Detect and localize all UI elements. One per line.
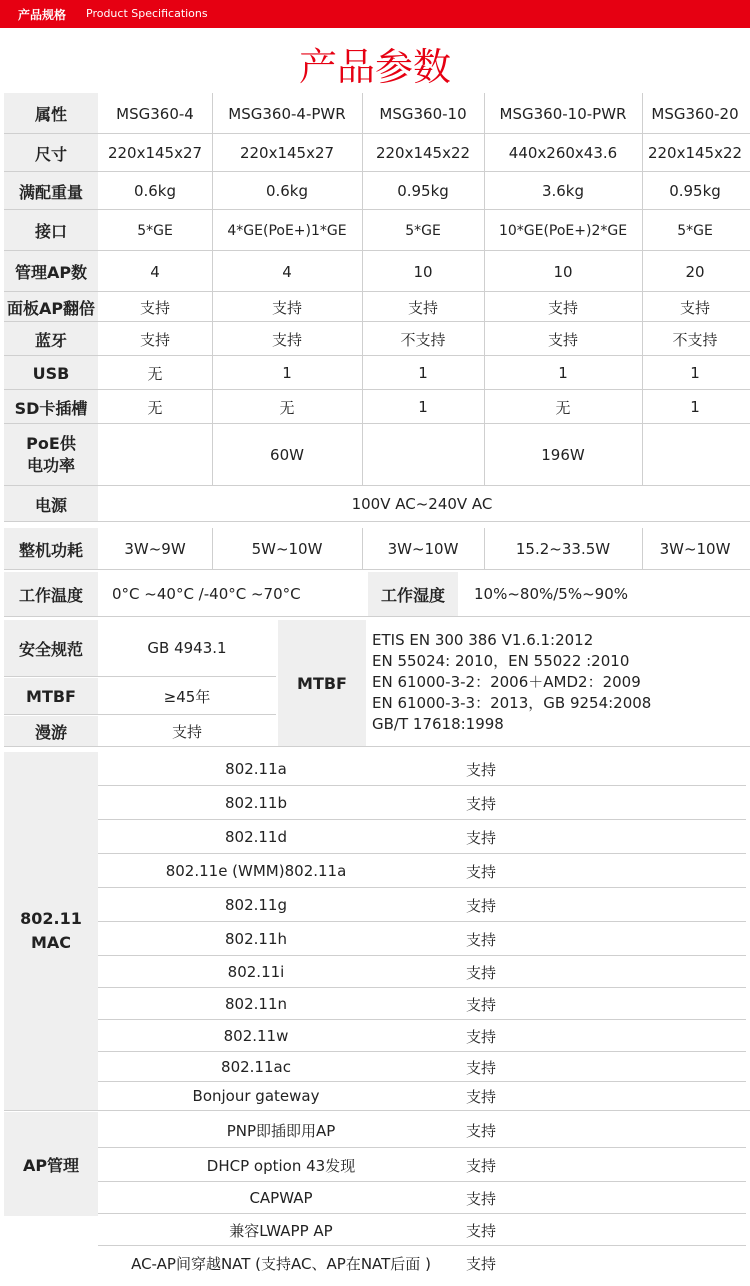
spec-value: 支持 [271, 330, 302, 349]
power-value: 100V AC~240V AC [351, 495, 493, 513]
row-label: 属性 [4, 93, 98, 134]
cert-line: EN 55024: 2010，EN 55022 :2010 [372, 652, 630, 670]
row-label: 漫游 [4, 716, 98, 746]
mac-feature: 802.11g [224, 896, 287, 914]
ap-support: 支持 [466, 1221, 497, 1240]
ap-feature: DHCP option 43发现 [206, 1156, 356, 1175]
row-label: MTBF [4, 678, 98, 714]
divider-line [4, 746, 750, 747]
mac-support: 支持 [466, 760, 497, 779]
ap-support: 支持 [466, 1254, 497, 1273]
mtbf-mid-label: MTBF [278, 620, 366, 746]
header-title-cn: 产品规格 [18, 8, 67, 22]
spec-value: 10 [413, 262, 433, 281]
mac-support: 支持 [466, 862, 497, 881]
divider-line [4, 1110, 750, 1111]
spec-value: 1 [282, 364, 292, 382]
spec-value: 0.95kg [397, 182, 449, 200]
spec-value: 支持 [547, 298, 578, 317]
page-title: 产品参数 [298, 45, 451, 89]
divider-line [362, 528, 363, 570]
spec-value: 440x260x43.6 [508, 144, 618, 162]
mac-label-2: MAC [30, 933, 72, 952]
spec-value: MSG360-20 [651, 104, 739, 123]
spec-value: 5*GE [137, 222, 173, 239]
spec-value: 无 [147, 398, 163, 417]
spec-value: 20 [685, 262, 705, 281]
mac-support: 支持 [466, 828, 497, 847]
spec-value: 支持 [139, 298, 170, 317]
spec-value: 支持 [139, 330, 170, 349]
spec-value: MSG360-10 [379, 104, 467, 123]
row-label: 电源 [4, 486, 98, 522]
divider-line [362, 93, 363, 424]
spec-value: 0.95kg [669, 182, 721, 200]
spec-value: 无 [147, 364, 163, 383]
mac-support: 支持 [466, 1087, 497, 1106]
spec-value: 10*GE(PoE+)2*GE [498, 222, 628, 239]
row-label: 管理AP数 [4, 251, 98, 292]
divider-line [642, 93, 643, 424]
spec-value: 1 [558, 364, 568, 382]
ap-support: 支持 [466, 1189, 497, 1208]
divider-line [212, 93, 213, 424]
spec-value: MSG360-4 [116, 104, 194, 123]
mac-feature: 802.11h [225, 930, 287, 948]
cert-line: EN 61000-3-3：2013，GB 9254:2008 [372, 694, 652, 712]
divider-line [4, 714, 276, 715]
divider-line [4, 569, 750, 570]
mac-feature: 802.11i [227, 963, 285, 981]
row-label [4, 424, 98, 486]
poe-value: 60W [270, 446, 304, 464]
humidity-label: 工作湿度 [368, 572, 458, 616]
safety-value: GB 4943.1 [147, 639, 227, 657]
consumption-value: 5W~10W [251, 540, 323, 558]
spec-value: 支持 [679, 298, 710, 317]
divider-line [362, 424, 363, 486]
spec-value: 5*GE [677, 222, 713, 239]
spec-value: 4 [150, 262, 160, 281]
ap-feature: 兼容LWAPP AP [229, 1221, 333, 1240]
section-label [4, 752, 98, 1110]
mac-support: 支持 [466, 930, 497, 949]
ap-support: 支持 [466, 1156, 497, 1175]
row-label: 接口 [4, 210, 98, 251]
spec-value: 1 [418, 364, 428, 382]
header-title-en: Product Specifications [86, 7, 208, 20]
divider-line [4, 676, 276, 677]
divider-line [212, 528, 213, 570]
spec-value: 1 [690, 364, 700, 382]
roam-value: 支持 [171, 722, 202, 741]
mac-feature: 802.11a [225, 760, 287, 778]
ap-feature: CAPWAP [249, 1189, 313, 1207]
spec-value: 不支持 [672, 330, 718, 349]
ap-support: 支持 [466, 1121, 497, 1140]
mac-support: 支持 [466, 794, 497, 813]
row-label: 工作温度 [4, 572, 98, 616]
divider-line [4, 521, 750, 522]
spec-value: MSG360-4-PWR [228, 104, 346, 123]
mac-support: 支持 [466, 963, 497, 982]
divider-line [4, 616, 750, 617]
spec-value: 220x145x22 [647, 144, 743, 162]
spec-value: 支持 [271, 298, 302, 317]
spec-value: 220x145x27 [107, 144, 203, 162]
cert-line: EN 61000-3-2：2006＋AMD2：2009 [372, 673, 641, 691]
spec-value: 无 [555, 398, 571, 417]
mtbf-value: ≥45年 [163, 687, 211, 706]
row-label: SD卡插槽 [4, 390, 98, 424]
row-label: 面板AP翻倍 [4, 292, 98, 322]
spec-value: 支持 [547, 330, 578, 349]
consumption-value: 3W~9W [124, 540, 186, 558]
cert-line: GB/T 17618:1998 [372, 715, 504, 733]
mac-feature: 802.11n [225, 995, 287, 1013]
spec-value: 0.6kg [133, 182, 177, 200]
spec-value: 3.6kg [541, 182, 585, 200]
row-label: 满配重量 [4, 172, 98, 210]
certs-block [372, 630, 746, 740]
consumption-value: 15.2~33.5W [515, 540, 611, 558]
divider-line [484, 93, 485, 424]
row-label: 尺寸 [4, 134, 98, 172]
poe-label-2: 电功率 [26, 456, 75, 475]
header-bar [0, 0, 750, 28]
mac-support: 支持 [466, 995, 497, 1014]
row-label: 整机功耗 [4, 528, 98, 570]
spec-value: 支持 [407, 298, 438, 317]
cert-line: ETIS EN 300 386 V1.6.1:2012 [372, 631, 594, 649]
ap-feature: AC-AP间穿越NAT (支持AC、AP在NAT后面 ) [131, 1254, 431, 1273]
mac-feature: 802.11ac [221, 1058, 291, 1076]
consumption-value: 3W~10W [659, 540, 731, 558]
mac-support: 支持 [466, 1058, 497, 1077]
row-label: USB [4, 356, 98, 390]
mac-feature: Bonjour gateway [192, 1087, 320, 1105]
divider-line [642, 528, 643, 570]
consumption-value: 3W~10W [387, 540, 459, 558]
divider-line [642, 424, 643, 486]
spec-value: 4*GE(PoE+)1*GE [227, 222, 347, 239]
mac-feature: 802.11w [223, 1027, 289, 1045]
temp-value: 0°C ~40°C /-40°C ~70°C [112, 585, 301, 603]
divider-line [484, 528, 485, 570]
spec-value: 1 [418, 398, 428, 416]
spec-value: MSG360-10-PWR [499, 104, 627, 123]
row-label: 蓝牙 [4, 322, 98, 356]
mac-feature: 802.11b [224, 794, 287, 812]
mac-feature: 802.11e (WMM)802.11a [165, 862, 347, 880]
spec-value: 4 [282, 262, 292, 281]
spec-value: 220x145x22 [375, 144, 471, 162]
spec-value: 无 [279, 398, 295, 417]
mac-support: 支持 [466, 1027, 497, 1046]
spec-value: 220x145x27 [239, 144, 335, 162]
mac-support: 支持 [466, 896, 497, 915]
spec-value: 10 [553, 262, 573, 281]
row-label: 安全规范 [4, 620, 98, 676]
poe-value: 196W [541, 446, 585, 464]
spec-value: 0.6kg [265, 182, 309, 200]
divider-line [212, 424, 213, 486]
spec-value: 1 [690, 398, 700, 416]
spec-value: 不支持 [400, 330, 446, 349]
poe-label-1: PoE供 [26, 434, 76, 453]
ap-feature: PNP即插即用AP [226, 1121, 336, 1140]
mac-label-1: 802.11 [20, 909, 82, 928]
humidity-value: 10%~80%/5%~90% [474, 585, 629, 603]
spec-value: 5*GE [405, 222, 441, 239]
mac-feature: 802.11d [224, 828, 287, 846]
section-label: AP管理 [4, 1112, 98, 1216]
divider-line [484, 424, 485, 486]
